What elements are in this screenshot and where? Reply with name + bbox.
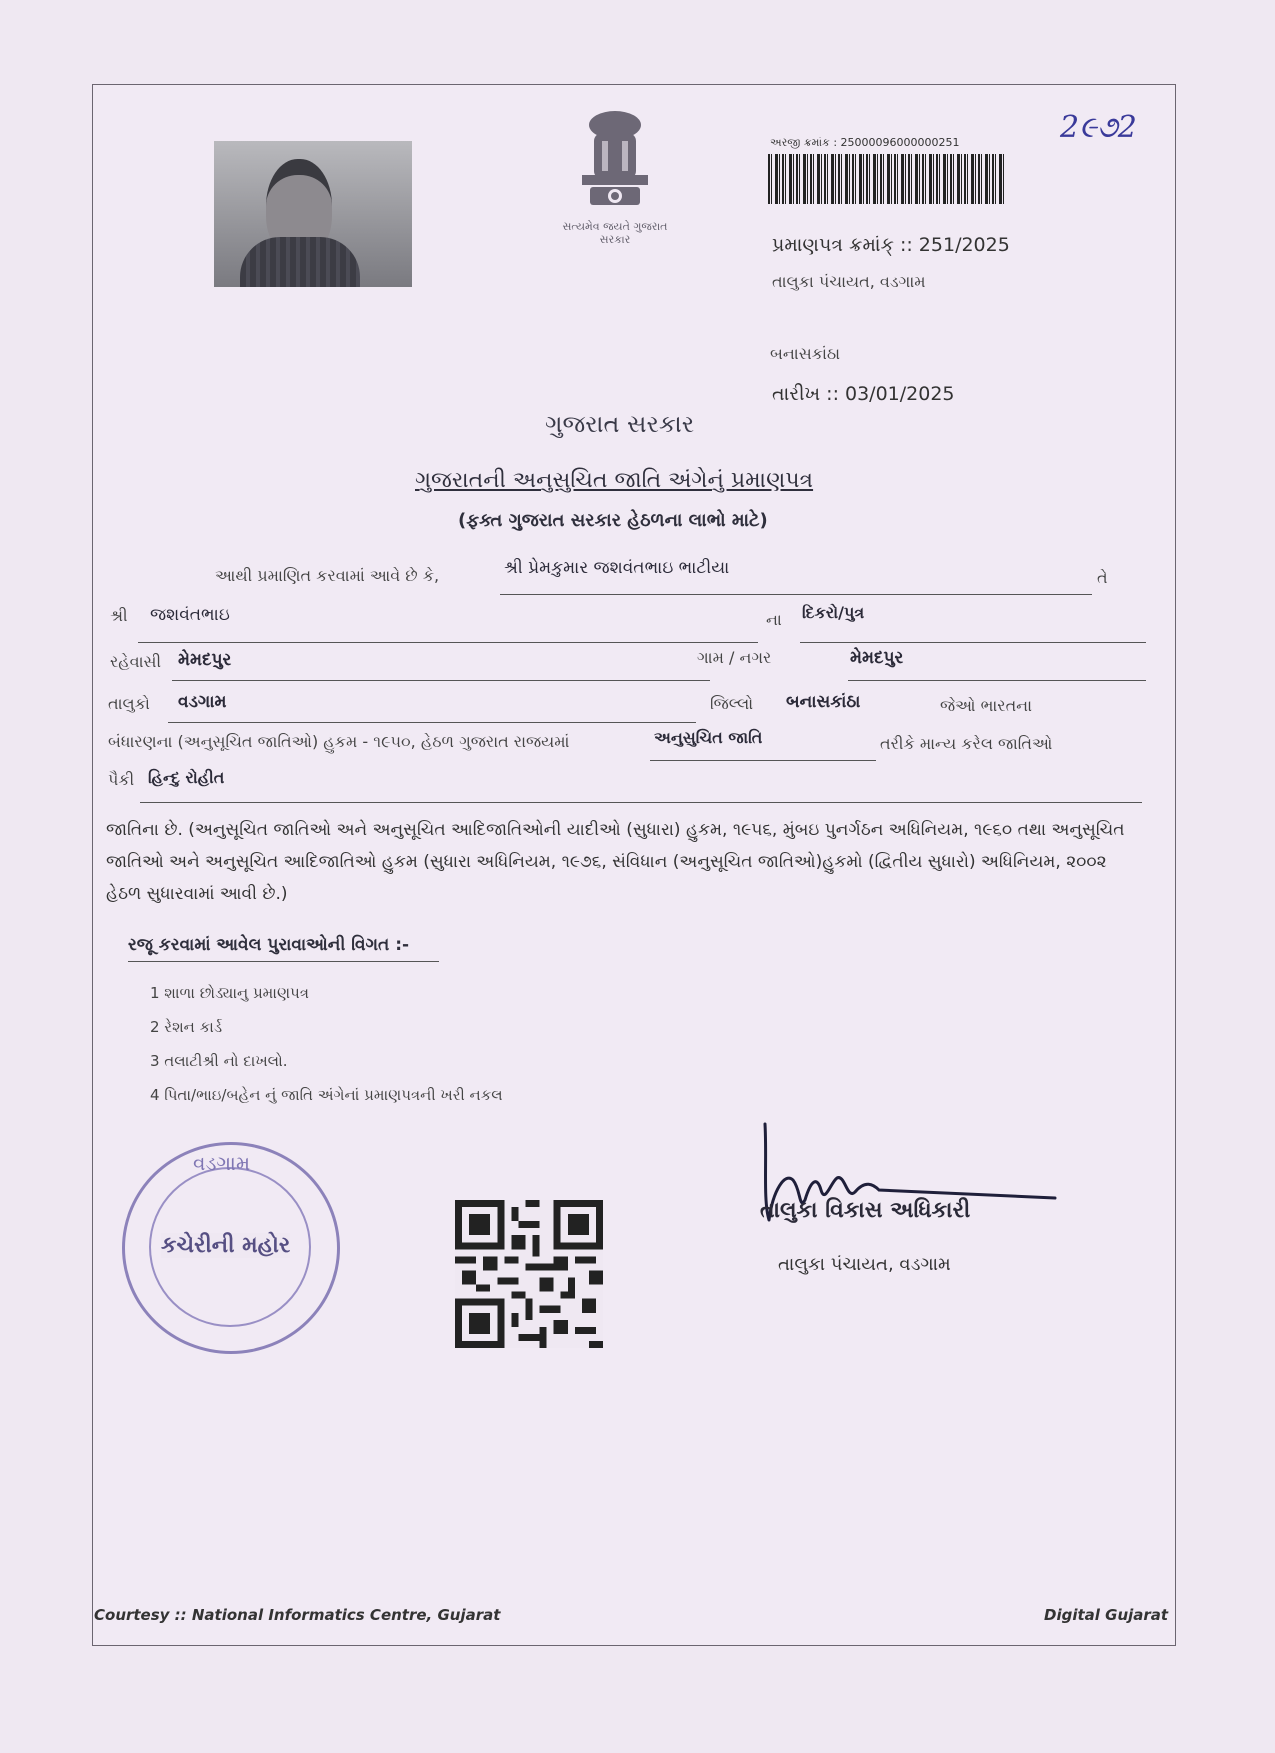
caste-value: હિન્દુ રોહીત bbox=[148, 768, 225, 787]
certificate-subtitle: (ફક્ત ગુજરાત સરકાર હેઠળના લાભો માટે) bbox=[458, 510, 768, 531]
resident-label: રહેવાસી bbox=[110, 652, 162, 671]
stamp-top-text: વડગામ bbox=[193, 1151, 251, 1175]
list-item: 4 પિતા/ભાઇ/બહેન નું જાતિ અંગેનાં પ્રમાણપત્રની ખરી નકલ bbox=[150, 1086, 503, 1104]
signatory-office: તાલુકા પંચાયત, વડગામ bbox=[778, 1254, 951, 1275]
header-district: બનાસકાંઠા bbox=[770, 344, 841, 363]
emblem-caption: સત્યમેવ જયતે ગુજરાત સરકાર bbox=[562, 220, 668, 246]
recognized-text: તરીકે માન્ય કરેલ જાતિઓ bbox=[880, 734, 1053, 753]
india-text: જેઓ ભારતના bbox=[940, 696, 1033, 715]
applicant-name: શ્રી પ્રેમકુમાર જશવંતભાઇ ભાટીયા bbox=[504, 558, 730, 578]
among-label: પૈકી bbox=[108, 770, 135, 789]
village-value: મેમદપુર bbox=[850, 648, 904, 668]
village-label: ગામ / નગર bbox=[697, 648, 772, 667]
issue-date: તારીખ :: 03/01/2025 bbox=[772, 383, 955, 405]
te-label: તે bbox=[1097, 568, 1108, 587]
footer-courtesy: Courtesy :: National Informatics Centre, Gujarat bbox=[94, 1606, 501, 1624]
taluka-label: તાલુકો bbox=[108, 694, 150, 713]
signatory-title: તાલુકા વિકાસ અધિકારી bbox=[760, 1198, 971, 1223]
relation: દિકરો/પુત્ર bbox=[802, 603, 865, 622]
list-item: 1 શાળા છોડ્યાનુ પ્રમાણપત્ર bbox=[150, 984, 309, 1002]
evidence-list bbox=[150, 976, 503, 1112]
district-value: બનાસકાંઠા bbox=[786, 692, 861, 712]
category-value: અનુસુચિત જાતિ bbox=[654, 728, 763, 747]
list-item: 2 રેશન કાર્ડ bbox=[150, 1018, 223, 1036]
office-stamp bbox=[122, 1142, 340, 1354]
legal-paragraph: જાતિના છે. (અનુસૂચિત જાતિઓ અને અનુસૂચિત આદિજાતિઓની યાદીઓ (સુધારા) હુકમ, ૧૯૫૬, મુંબઇ પુનર્ગઠન અધિનિયમ, ૧૯૬૦ તથા અનુસૂચિત જાતિઓ અને અનુસૂચિત આદિજાતિઓ હુકમ (સુધારા અધિનિયમ, ૧૯૭૬, સંવિધાન (અનુસૂચિત જાતિઓ)હુકમો (દ્વિતીય સુધારો) અધિનિયમ, ૨૦૦૨ હેઠળ સુધારવામાં આવી છે.) bbox=[106, 820, 1125, 904]
applicant-photo bbox=[214, 141, 412, 287]
resident-value: મેમદપુર bbox=[178, 650, 232, 670]
list-item: 3 તલાટીશ્રી નો દાખલો. bbox=[150, 1052, 288, 1070]
shri-label: શ્રી bbox=[110, 606, 128, 625]
barcode bbox=[768, 154, 1004, 204]
government-title: ગુજરાત સરકાર bbox=[545, 410, 695, 438]
intro-text: આથી પ્રમાણિત કરવામાં આવે છે કે, bbox=[215, 566, 440, 585]
certificate-title: ગુજરાતની અનુસુચિત જાતિ અંગેનું પ્રમાણપત્ર bbox=[415, 468, 814, 493]
na-label: ના bbox=[766, 610, 782, 629]
constitution-text: બંધારણના (અનુસૂચિત જાતિઓ) હુકમ - ૧૯૫૦, હેઠળ ગુજરાત રાજયમાં bbox=[108, 732, 570, 751]
district-label: જિલ્લો bbox=[710, 694, 754, 713]
issuing-office: તાલુકા પંચાયત, વડગામ bbox=[772, 272, 926, 291]
qr-code-icon bbox=[455, 1200, 603, 1348]
national-emblem-icon bbox=[560, 105, 670, 217]
taluka-value: વડગામ bbox=[178, 692, 227, 712]
certificate-number: પ્રમાણપત્ર ક્રમાંક્ :: 251/2025 bbox=[772, 234, 1010, 256]
handwritten-number: 2૯૭2 bbox=[1060, 110, 1137, 145]
application-number: અરજી ક્રમાંક : 25000096000000251 bbox=[770, 136, 960, 149]
evidence-heading: રજૂ કરવામાં આવેલ પુરાવાઓની વિગત :- bbox=[128, 935, 439, 962]
father-name: જશવંતભાઇ bbox=[150, 605, 230, 625]
footer-digital-gujarat: Digital Gujarat bbox=[1044, 1606, 1169, 1624]
stamp-center-text: કચેરીની મહોર bbox=[161, 1233, 291, 1258]
